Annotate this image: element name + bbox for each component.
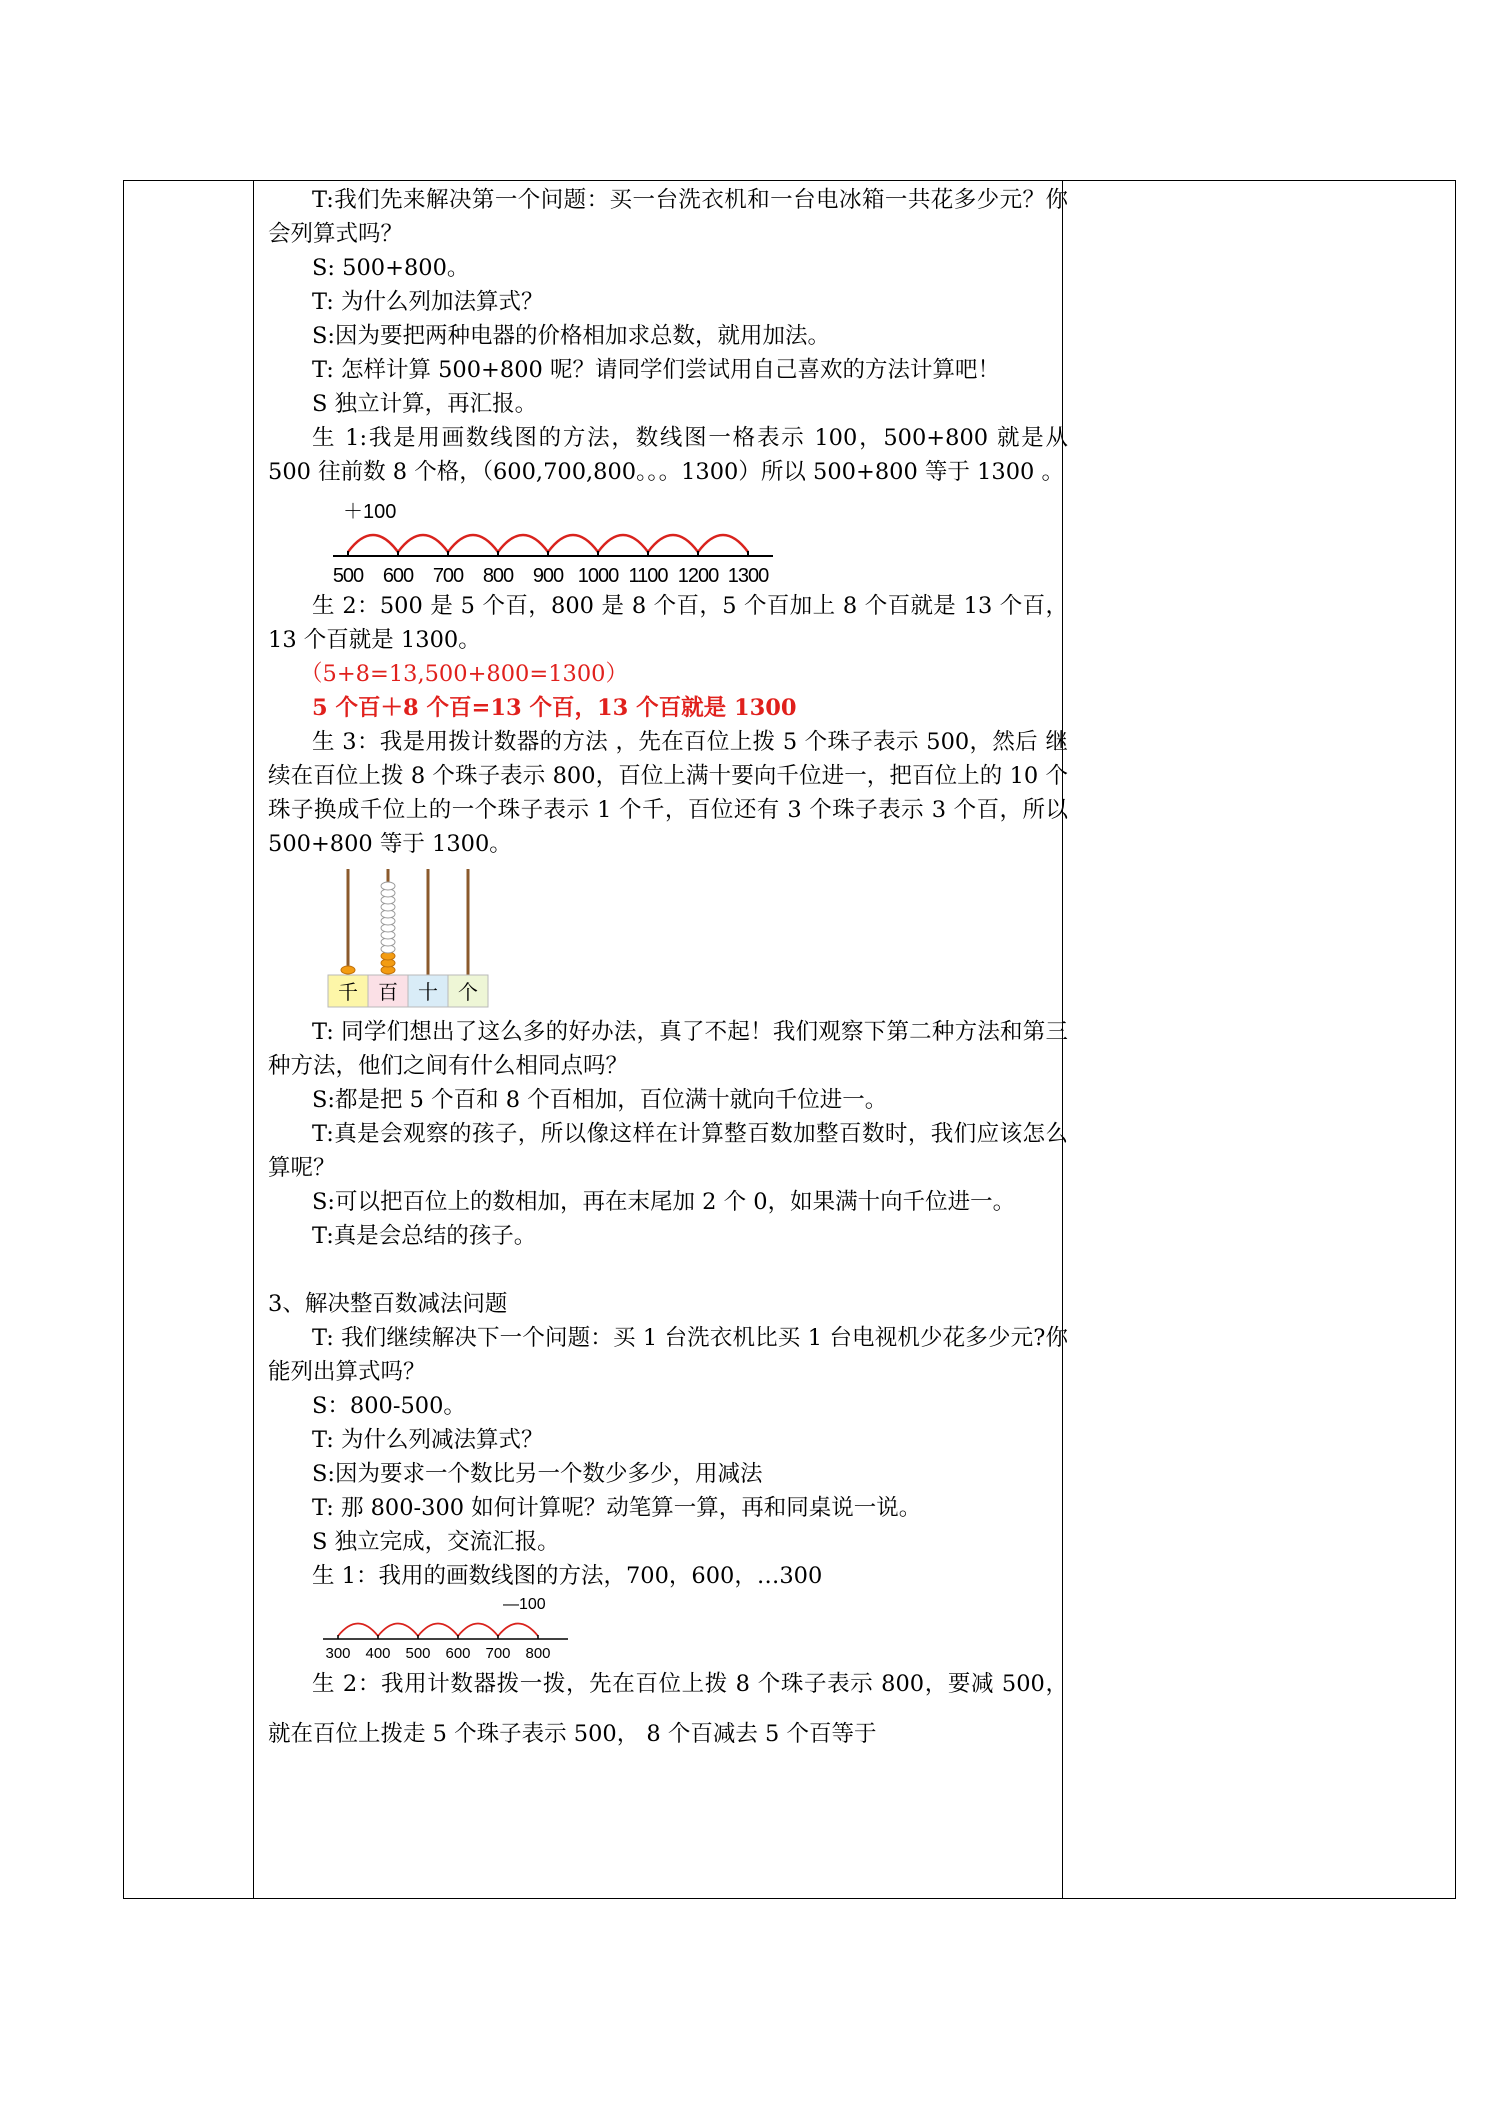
number-line-sub-jump-arc [338,1624,378,1637]
abacus-bead [341,966,355,974]
paragraph-student-why-subtract: S:因为要求一个数比另一个数少多少，用减法 [312,1461,763,1487]
number-line-jump-label: ＋100 [343,501,397,523]
abacus-counter [268,865,1068,1015]
paragraph-teacher-how-compute: T: 怎样计算 500+800 呢？请同学们尝试用自己喜欢的方法计算吧！ [312,357,1000,383]
paragraph-student-3-abacus: 生 3：我是用拨计数器的方法 ，先在百位上拨 5 个珠子表示 500，然后 继续在百位上拨 8 个珠子表示 800，百位上满十要向千位进一，把百位上的 10 个珠子换成千位上的一个珠子表示 1 个千，百位还有 3 个珠子表示 3 个百，所以 500+800 等于 1300。 [268,729,1076,857]
paragraph-student-2-hundreds: 生 2：500 是 5 个百，800 是 8 个百，5 个百加上 8 个百就是 13 个百，13 个百就是 1300。 [268,593,1068,653]
paragraph-student-1-subtract-line: 生 1：我用的画数线图的方法，700，600，…300 [312,1563,823,1589]
paragraph-teacher-question-2: T: 我们继续解决下一个问题：买 1 台洗衣机比买 1 台电视机少花多少元?你能列出算式吗？ [268,1325,1068,1385]
number-line-jump-arc [598,535,648,552]
number-line-sub-tick-label: 300 [325,1645,351,1662]
number-line-sub-tick-label: 600 [445,1645,471,1662]
number-line-sub-tick-label: 500 [405,1645,431,1662]
number-line-sub-jump-arc [458,1624,498,1637]
paragraph-student-independent: S 独立计算，再汇报。 [312,391,538,417]
number-line-sub-tick-label: 800 [525,1645,551,1662]
number-line-sub-tick-label: 400 [365,1645,391,1662]
paragraph-red-equation: （5+8=13,500+800=1300） [300,661,628,687]
paragraph-teacher-compare: T: 同学们想出了这么多的好办法，真了不起！我们观察下第二种方法和第三种方法，他们之间有什么相同点吗？ [268,1019,1068,1079]
number-line-jump-arc [648,535,698,552]
paragraph-teacher-why-subtract: T: 为什么列减法算式？ [312,1427,544,1453]
number-line-tick-label: 1000 [577,565,619,587]
number-line-tick-label: 500 [332,565,364,587]
number-line-tick-label: 1100 [628,565,668,587]
number-line-jump-arc [548,535,598,552]
paragraph-student-2-subtract-abacus: 生 2：我用计数器拨一拨，先在百位上拨 8 个珠子表示 800，要减 500，就在百位上拨走 5 个珠子表示 500， 8 个百减去 5 个百等于 [268,1671,1068,1747]
number-line-sub-jump-arc [418,1624,458,1637]
number-line-tick-label: 800 [482,565,514,587]
paragraph-student-answer-2: S：800-500。 [312,1393,466,1419]
number-line-tick-label: 1300 [727,565,769,587]
abacus-place-label: 千 [338,980,358,1004]
paragraph-teacher-praise: T:真是会总结的孩子。 [312,1223,537,1249]
number-line-tick-label: 1200 [677,565,719,587]
paragraph-teacher-why-add: T: 为什么列加法算式？ [312,289,544,315]
abacus-place-label: 百 [378,980,398,1004]
number-line-jump-arc [348,535,398,552]
number-line-subtraction [268,1593,1068,1663]
paragraph-red-summary: 5 个百＋8 个百=13 个百，13 个百就是 1300 [312,695,797,721]
table-column-divider-left [253,180,254,1899]
number-line-addition [268,489,1068,589]
paragraph-student-answer-1: S: 500+800。 [312,255,470,281]
number-line-jump-arc [448,535,498,552]
abacus-place-label: 个 [458,980,478,1004]
number-line-jump-arc [498,535,548,552]
number-line-tick-label: 600 [382,565,414,587]
lesson-content-cell [268,183,1076,1759]
paragraph-teacher-how-rule: T:真是会观察的孩子，所以像这样在计算整百数加整百数时，我们应该怎么算呢？ [268,1121,1068,1181]
number-line-sub-arcs [338,1624,538,1637]
paragraph-student-compare: S:都是把 5 个百和 8 个百相加，百位满十就向千位进一。 [312,1087,888,1113]
paragraph-teacher-how-subtract: T: 那 800-300 如何计算呢？动笔算一算，再和同桌说一说。 [312,1495,922,1521]
paragraph-student-why-add: S:因为要把两种电器的价格相加求总数，就用加法。 [312,323,830,349]
section-heading-subtraction: 3、解决整百数减法问题 [268,1291,508,1317]
abacus-bead [381,882,395,890]
number-line-arcs [348,535,748,552]
number-line-sub-jump-label: —100 [503,1596,546,1613]
abacus-place-label: 十 [418,980,438,1004]
number-line-tick-label: 700 [432,565,464,587]
number-line-tick-label: 900 [532,565,564,587]
number-line-jump-arc [698,535,748,552]
paragraph-student-independent-2: S 独立完成，交流汇报。 [312,1529,560,1555]
number-line-sub-tick-label: 700 [485,1645,511,1662]
paragraph-student-rule: S:可以把百位上的数相加，再在末尾加 2 个 0，如果满十向千位进一。 [312,1189,1016,1215]
paragraph-student-1-numberline: 生 1:我是用画数线图的方法，数线图一格表示 100，500+800 就是从 500 往前数 8 个格，（600,700,800。。。1300）所以 500+800 等于 1300 。 [268,425,1076,485]
number-line-sub-jump-arc [378,1624,418,1637]
number-line-sub-jump-arc [498,1624,538,1637]
paragraph-teacher-question-1: T:我们先来解决第一个问题：买一台洗衣机和一台电冰箱一共花多少元？你会列算式吗？ [268,187,1068,247]
number-line-jump-arc [398,535,448,552]
